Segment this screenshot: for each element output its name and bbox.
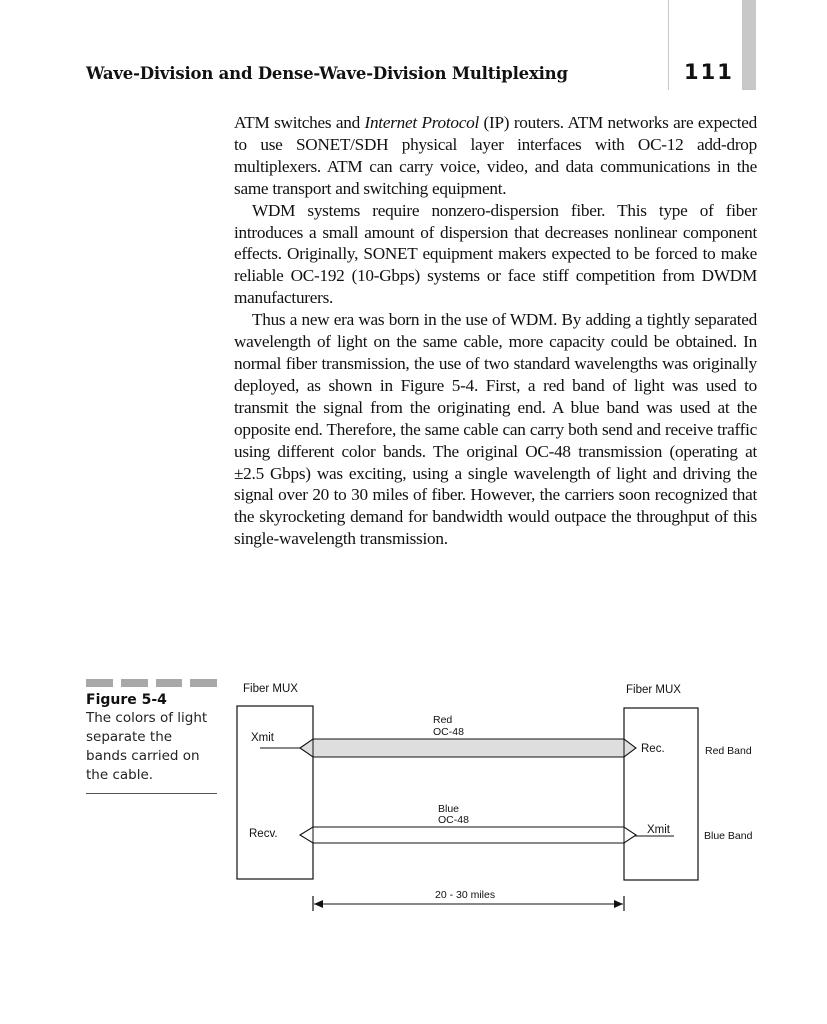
figure-caption-text: The colors of light separate the bands carried on the cable.: [86, 709, 217, 794]
blue-oc48-label: OC-48: [438, 814, 469, 826]
running-head: Wave-Division and Dense-Wave-Division Multiplexing: [86, 64, 568, 83]
right-mux-label: Fiber MUX: [626, 684, 681, 696]
left-top-port-label: Xmit: [251, 732, 274, 744]
fiber-diagram: [230, 675, 770, 915]
caption-dash: [121, 679, 148, 687]
left-mux-label: Fiber MUX: [243, 683, 298, 695]
paragraph-1-start: ATM switches and: [234, 113, 365, 132]
page-number: 111: [684, 60, 734, 84]
figure-5-4: [230, 675, 770, 915]
blue-band-label: Blue Band: [704, 830, 753, 842]
figure-caption: [86, 679, 217, 794]
caption-dash: [86, 679, 113, 687]
right-mux-box: [624, 708, 698, 880]
paragraph-1-rest: (IP) routers. ATM networks are expected to use SONET/SDH physical layer interfaces with OC-12 add-drop multiplexers. ATM can carry voice, video, and data communications in the same transport and switching equipment.: [234, 113, 757, 198]
blue-label: Blue: [438, 803, 460, 815]
figure-label: Figure 5-4: [86, 692, 167, 708]
left-mux-box: [237, 706, 313, 879]
red-oc48-label: OC-48: [433, 726, 464, 738]
red-band-fiber: [300, 739, 636, 757]
right-top-port-label: Rec.: [641, 743, 665, 755]
paragraph-2: WDM systems require nonzero-dispersion fiber. This type of fiber introduces a small amount of dispersion that decreases nonlinear component effects. Originally, SONET equipment makers expected to be forced to make reliable OC-192 (10-Gbps) systems or face stiff competition from DWDM manufacturers.: [234, 200, 757, 308]
red-label: Red: [433, 714, 453, 726]
paragraph-1: [234, 112, 757, 200]
paragraph-1-italic: Internet Protocol: [364, 113, 479, 132]
page-tab-rule: [668, 0, 669, 90]
distance-right-arrowhead: [614, 900, 623, 908]
distance-left-arrowhead: [314, 900, 323, 908]
red-band-label: Red Band: [705, 745, 752, 757]
caption-dash: [156, 679, 183, 687]
body-text: [234, 112, 757, 550]
page-tab-bar: [742, 0, 756, 90]
caption-dashes: [86, 679, 217, 687]
left-bottom-port-label: Recv.: [249, 828, 278, 840]
right-bottom-port-label: Xmit: [647, 824, 670, 836]
paragraph-3: Thus a new era was born in the use of WDM. By adding a tightly separated wavelength of light on the same cable, more capacity could be obtained. In normal fiber transmission, the use of two standard wavelengths was originally deployed, as shown in Figure 5-4. First, a red band of light was used to transmit the signal from the originating end. A blue band was used at the opposite end. Therefore, the same cable can carry both send and receive traffic using different color bands. The original OC-48 transmission (operating at ±2.5 Gbps) was exciting, using a single wavelength of light and driving the signal over 20 to 30 miles of fiber. However, the carriers soon recognized that the skyrocketing demand for bandwidth would outpace the throughput of this single-wavelength transmission.: [234, 310, 757, 549]
distance-label: 20 - 30 miles: [435, 889, 496, 901]
blue-band-fiber: [300, 827, 636, 843]
caption-dash: [190, 679, 217, 687]
